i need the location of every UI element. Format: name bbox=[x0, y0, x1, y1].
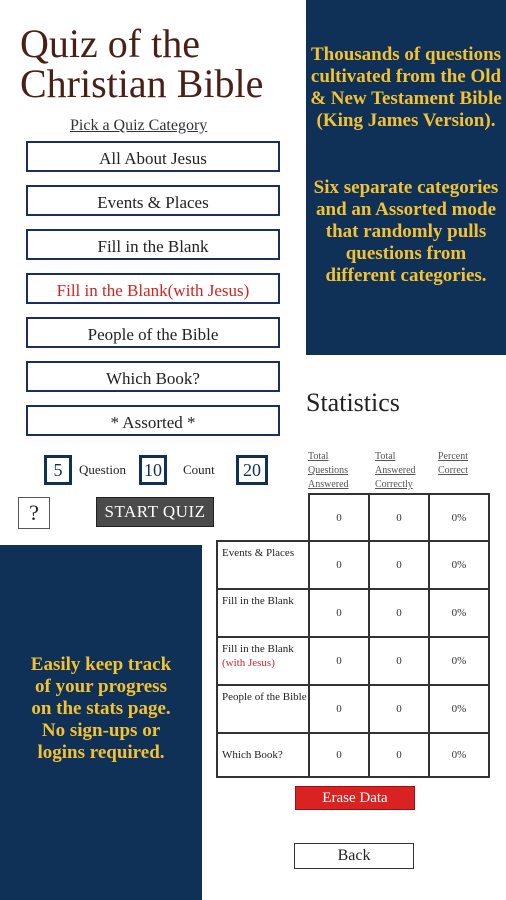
cell-percent: 0% bbox=[429, 494, 489, 541]
header-total-questions: Total Questions Answered bbox=[308, 451, 349, 490]
cell-total: 0 bbox=[309, 541, 369, 589]
cell-correct: 0 bbox=[369, 589, 429, 637]
category-all-about-jesus[interactable]: All About Jesus bbox=[26, 141, 280, 172]
cell-percent: 0% bbox=[429, 685, 489, 733]
table-row bbox=[217, 541, 489, 589]
question-count-option-5[interactable] bbox=[44, 455, 72, 485]
question-count-option-10[interactable] bbox=[139, 455, 167, 485]
count-label: Count bbox=[183, 462, 215, 477]
header-percent-correct: Percent Correct bbox=[438, 451, 468, 476]
app-title-line1: Quiz of the bbox=[20, 21, 200, 66]
category-events-places[interactable]: Events & Places bbox=[26, 185, 280, 216]
statistics-table bbox=[216, 493, 490, 778]
erase-data-button[interactable]: Erase Data bbox=[295, 786, 415, 810]
cell-percent: 0% bbox=[429, 541, 489, 589]
back-button[interactable]: Back bbox=[294, 843, 414, 869]
row-label bbox=[217, 637, 309, 685]
cell-total: 0 bbox=[309, 637, 369, 685]
question-count-option-20[interactable] bbox=[236, 455, 268, 485]
statistics-title: Statistics bbox=[306, 388, 400, 417]
question-count-20-value: 20 bbox=[239, 458, 265, 482]
category-fill-in-the-blank-with-jesus[interactable]: Fill in the Blank(with Jesus) bbox=[26, 273, 280, 304]
promo-text-bottom: Easily keep track of your progress on the stats page. No sign-ups or logins required. bbox=[30, 654, 172, 763]
cell-correct: 0 bbox=[369, 733, 429, 777]
row-label: Events & Places bbox=[217, 541, 309, 589]
cell-total: 0 bbox=[309, 589, 369, 637]
cell-correct: 0 bbox=[369, 685, 429, 733]
cell-total: 0 bbox=[309, 494, 369, 541]
cell-correct: 0 bbox=[369, 494, 429, 541]
question-count-5-value: 5 bbox=[47, 458, 69, 482]
row-label: Which Book? bbox=[217, 733, 309, 777]
table-row bbox=[217, 733, 489, 777]
row-label: Fill in the Blank bbox=[217, 589, 309, 637]
app-title bbox=[20, 21, 264, 106]
promo-text-top-2: Six separate categories and an Assorted mode that randomly pulls questions from different categories. bbox=[313, 177, 499, 286]
cell-percent: 0% bbox=[429, 637, 489, 685]
row-label-main: Fill in the Blank bbox=[222, 643, 294, 655]
row-label-sub: (with Jesus) bbox=[222, 657, 275, 669]
table-row bbox=[217, 494, 489, 541]
header-total-correct: Total Answered Correctly bbox=[375, 451, 416, 490]
start-quiz-button[interactable]: START QUIZ bbox=[96, 497, 214, 527]
cell-percent: 0% bbox=[429, 733, 489, 777]
category-assorted[interactable]: * Assorted * bbox=[26, 405, 280, 436]
cell-total: 0 bbox=[309, 733, 369, 777]
category-people-of-the-bible[interactable]: People of the Bible bbox=[26, 317, 280, 348]
cell-percent: 0% bbox=[429, 589, 489, 637]
cell-total: 0 bbox=[309, 685, 369, 733]
question-count-10-value: 10 bbox=[144, 460, 162, 480]
table-row bbox=[217, 589, 489, 637]
table-row bbox=[217, 685, 489, 733]
cell-correct: 0 bbox=[369, 637, 429, 685]
table-row bbox=[217, 637, 489, 685]
category-which-book[interactable]: Which Book? bbox=[26, 361, 280, 392]
question-label: Question bbox=[79, 462, 126, 477]
cell-correct: 0 bbox=[369, 541, 429, 589]
pick-category-label: Pick a Quiz Category bbox=[70, 117, 208, 134]
category-fill-in-the-blank[interactable]: Fill in the Blank bbox=[26, 229, 280, 260]
app-title-line2: Christian Bible bbox=[20, 61, 264, 106]
row-label bbox=[217, 494, 309, 541]
row-label: People of the Bible bbox=[217, 685, 309, 733]
help-button[interactable]: ? bbox=[18, 497, 50, 529]
promo-text-top-1: Thousands of questions cultivated from the Old & New Testament Bible (King James Version). bbox=[310, 44, 502, 131]
